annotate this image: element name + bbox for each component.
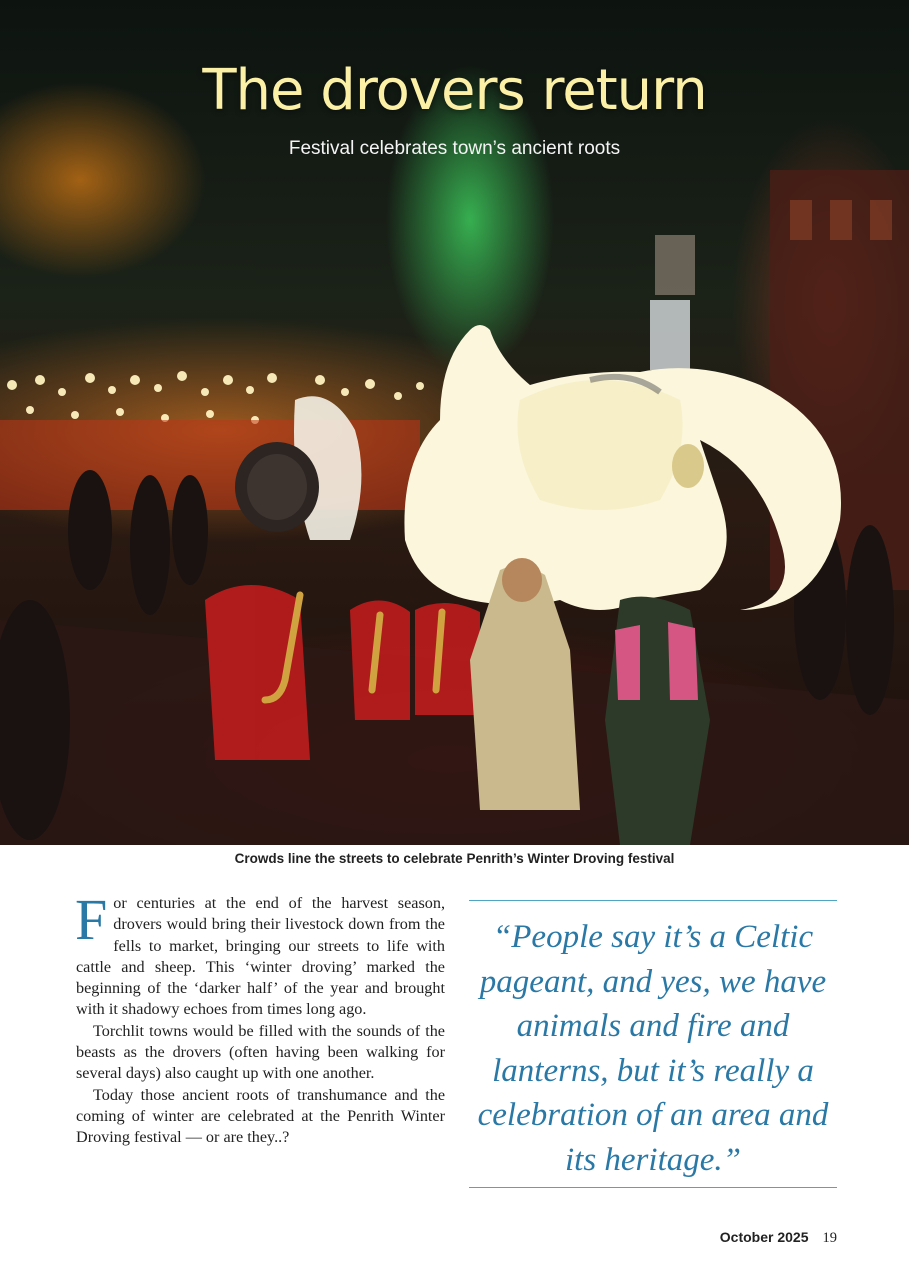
pull-quote-text: “People say it’s a Celtic pageant, and yes, we have animals and fire and lanterns, but it’s really a celebration of an area and its heritage.” (477, 919, 829, 1178)
body-paragraph-2: Torchlit towns would be filled with the sounds of the beasts as the drovers (often having been walking for several days) also caught up with one another. (76, 1021, 445, 1083)
page-number: 19 (822, 1230, 837, 1246)
page-footer (720, 1229, 837, 1247)
photo-caption: Crowds line the streets to celebrate Penrith’s Winter Droving festival (234, 851, 675, 866)
issue-date: October 2025 (719, 1229, 809, 1245)
body-paragraph-3: Today those ancient roots of transhumance and the coming of winter are celebrated at the Penrith Winter Droving festival — or are they..? (76, 1085, 445, 1147)
pull-quote (469, 900, 837, 1188)
body-paragraph-1-text: or centuries at the end of the harvest season, drovers would bring their livestock down from the fells to market, bringing our streets to life with cattle and sheep. This ‘winter droving’ marked the beginning of the ‘darker half’ of the year and brought with it shadowy echoes from times long ago. (76, 894, 445, 1019)
article-title: The drovers return (202, 58, 707, 123)
body-paragraph-1 (75, 887, 445, 1021)
article-body (75, 887, 445, 1149)
drop-cap: F (75, 887, 108, 952)
article-subtitle: Festival celebrates town’s ancient roots (288, 138, 621, 159)
